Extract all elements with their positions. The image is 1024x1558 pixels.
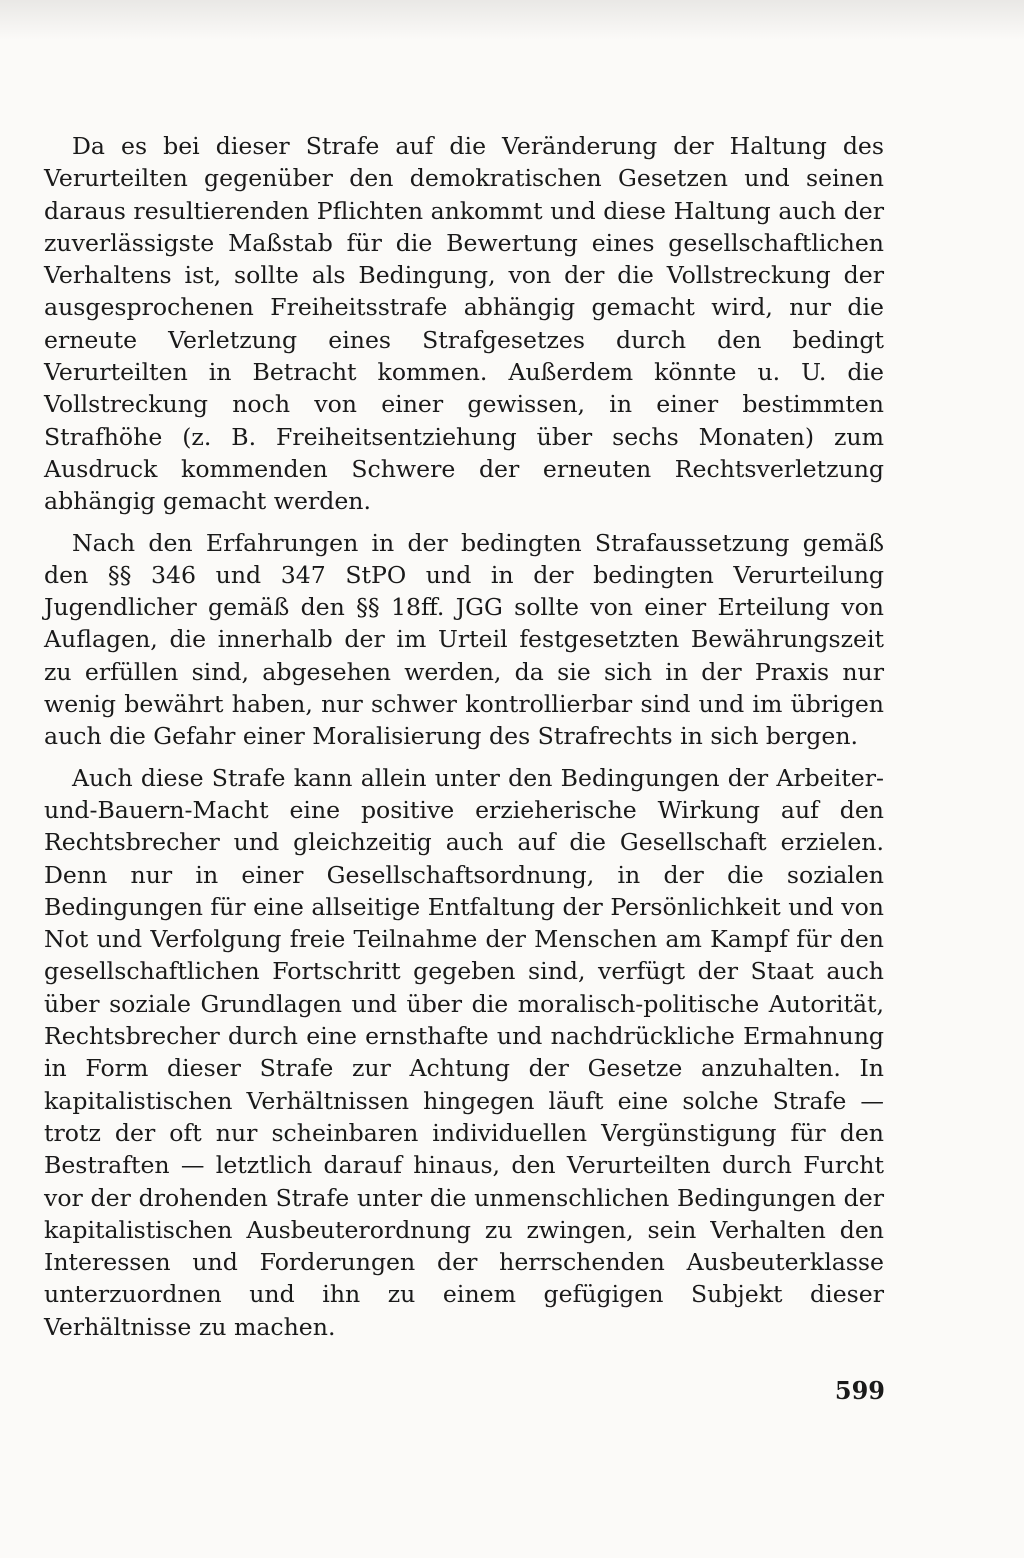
paragraph-1: Da es bei dieser Strafe auf die Veränderung der Haltung des Verurteilten gegenüber den demokratischen Gesetzen und seinen daraus resultierenden Pflichten ankommt und diese Haltung auch der zuverlässigste Maßstab für die Bewertung eines gesellschaftlichen Verhaltens ist, sollte als Bedingung, von der die Vollstreckung der ausgesprochenen Freiheitsstrafe abhängig gemacht wird, nur die erneute Verletzung eines Strafgesetzes durch den bedingt Verurteilten in Betracht kommen. Außerdem könnte u. U. die Vollstreckung noch von einer gewissen, in einer bestimmten Strafhöhe (z. B. Freiheitsentziehung über sechs Monaten) zum Ausdruck kommenden Schwere der erneuten Rechtsverletzung abhängig gemacht werden. xyxy=(44,132,884,516)
page-number: 599 xyxy=(834,1376,885,1405)
paragraph-3: Auch diese Strafe kann allein unter den Bedingungen der Arbeiter-und-Bauern-Macht eine positive erzieherische Wirkung auf den Rechtsbrecher und gleichzeitig auch auf die Gesellschaft erzielen. Denn nur in einer Gesellschaftsordnung, in der die sozialen Bedingungen für eine allseitige Entfaltung der Persönlichkeit und von Not und Verfolgung freie Teilnahme der Menschen am Kampf für den gesellschaftlichen Fortschritt gegeben sind, verfügt der Staat auch über soziale Grundlagen und über die moralisch-politische Autorität, Rechtsbrecher durch eine ernsthafte und nachdrückliche Ermahnung in Form dieser Strafe zur Achtung der Gesetze anzuhalten. In kapitalistischen Verhältnissen hingegen läuft eine solche Strafe — trotz der oft nur scheinbaren individuellen Vergünstigung für den Bestraften — letztlich darauf hinaus, den Verurteilten durch Furcht vor der drohenden Strafe unter die unmenschlichen Bedingungen der kapitalistischen Ausbeuterordnung zu zwingen, sein Verhalten den Interessen und Forderungen der herrschenden Ausbeuterklasse unterzuordnen und ihn zu einem gefügigen Subjekt dieser Verhältnisse zu machen. xyxy=(44,763,884,1341)
scan-edge-shadow xyxy=(0,0,1024,40)
paragraph-2: Nach den Erfahrungen in der bedingten Strafaussetzung gemäß den §§ 346 und 347 StPO und in der bedingten Verurteilung Jugendlicher gemäß den §§ 18ff. JGG sollte von einer Erteilung von Auflagen, die innerhalb der im Urteil festgesetzten Bewährungszeit zu erfüllen sind, abgesehen werden, da sie sich in der Praxis nur wenig bewährt haben, nur schwer kontrollierbar sind und im übrigen auch die Gefahr einer Moralisierung des Strafrechts in sich bergen. xyxy=(44,528,884,751)
body-text xyxy=(44,130,884,1352)
